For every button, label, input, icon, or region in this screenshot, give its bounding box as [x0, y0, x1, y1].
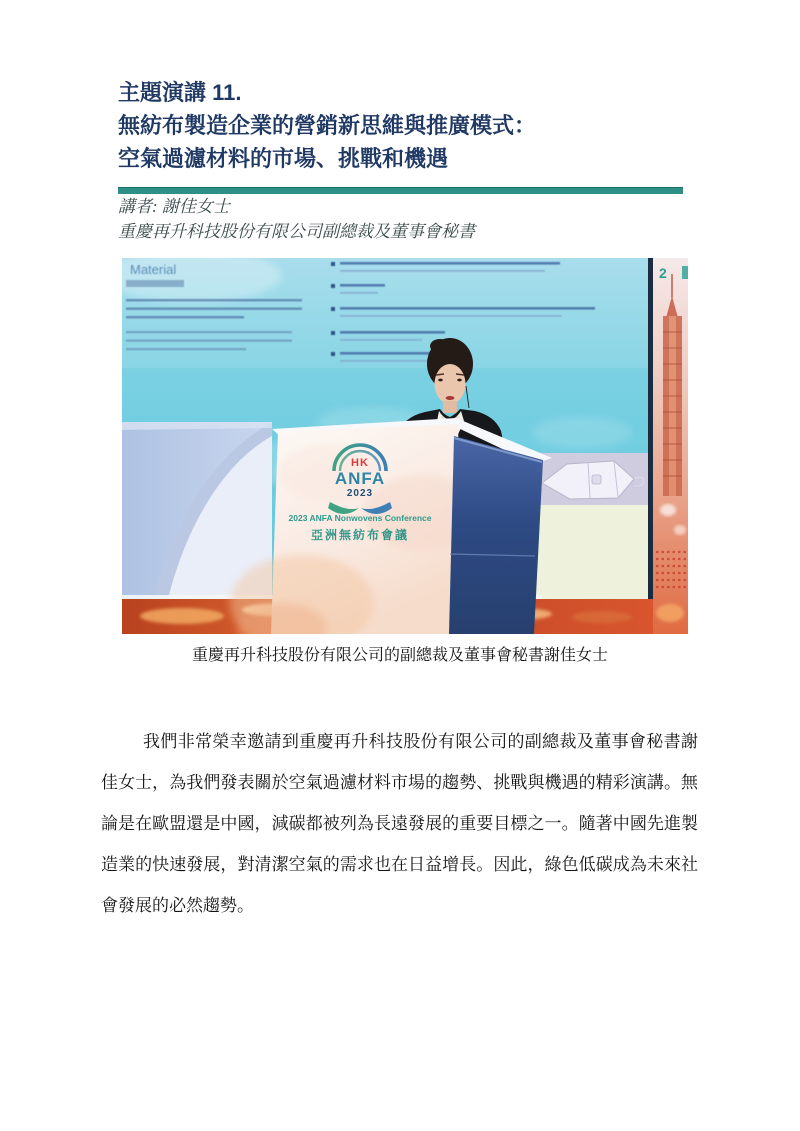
- speaker-name: 講者: 謝佳女士: [118, 197, 230, 216]
- screen-bezel: [648, 258, 653, 599]
- page-title: [118, 76, 718, 175]
- title-line-3: 空氣過濾材料的市場、挑戰和機遇: [118, 146, 449, 171]
- body-paragraph: 我們非常榮幸邀請到重慶再升科技股份有限公司的副總裁及董事會秘書謝佳女士，為我們發表關於空氣過濾材料市場的趨勢、挑戰與機遇的精彩演講。無論是在歐盟還是中國，減碳都被列為長遠發展的重要目標之一。隨著中國先進製造業的快速發展，對清潔空氣的需求也在日益增長。因此，綠色低碳成為未來社會發展的必然趨勢。: [101, 732, 698, 915]
- speaker-block: [118, 194, 475, 244]
- speaker-title: 重慶再升科技股份有限公司副總裁及董事會秘書: [118, 222, 475, 241]
- title-line-1: 主題演講 11.: [118, 80, 242, 105]
- podium-side: [449, 436, 543, 634]
- conference-photo: [122, 258, 688, 634]
- banner-year-fragment: 2: [659, 265, 667, 281]
- podium: [230, 418, 552, 634]
- photo-caption: 重慶再升科技股份有限公司的副總裁及董事會秘書謝佳女士: [191, 647, 608, 664]
- title-rule: [118, 187, 683, 194]
- logo-anfa-text: ANFA: [334, 469, 386, 488]
- title-line-2: 無紡布製造企業的營銷新思維與推廣模式：: [118, 113, 537, 138]
- logo-year-text: 2023: [346, 488, 374, 499]
- cream-panel: [526, 505, 648, 603]
- logo-hk-text: HK: [351, 457, 369, 469]
- podium-conference-cjk: 亞洲無紡布會議: [310, 528, 410, 542]
- slide-title-fragment: Material: [130, 262, 177, 277]
- side-banner: [653, 258, 688, 634]
- podium-conference-line: 2023 ANFA Nonwovens Conference: [288, 513, 432, 523]
